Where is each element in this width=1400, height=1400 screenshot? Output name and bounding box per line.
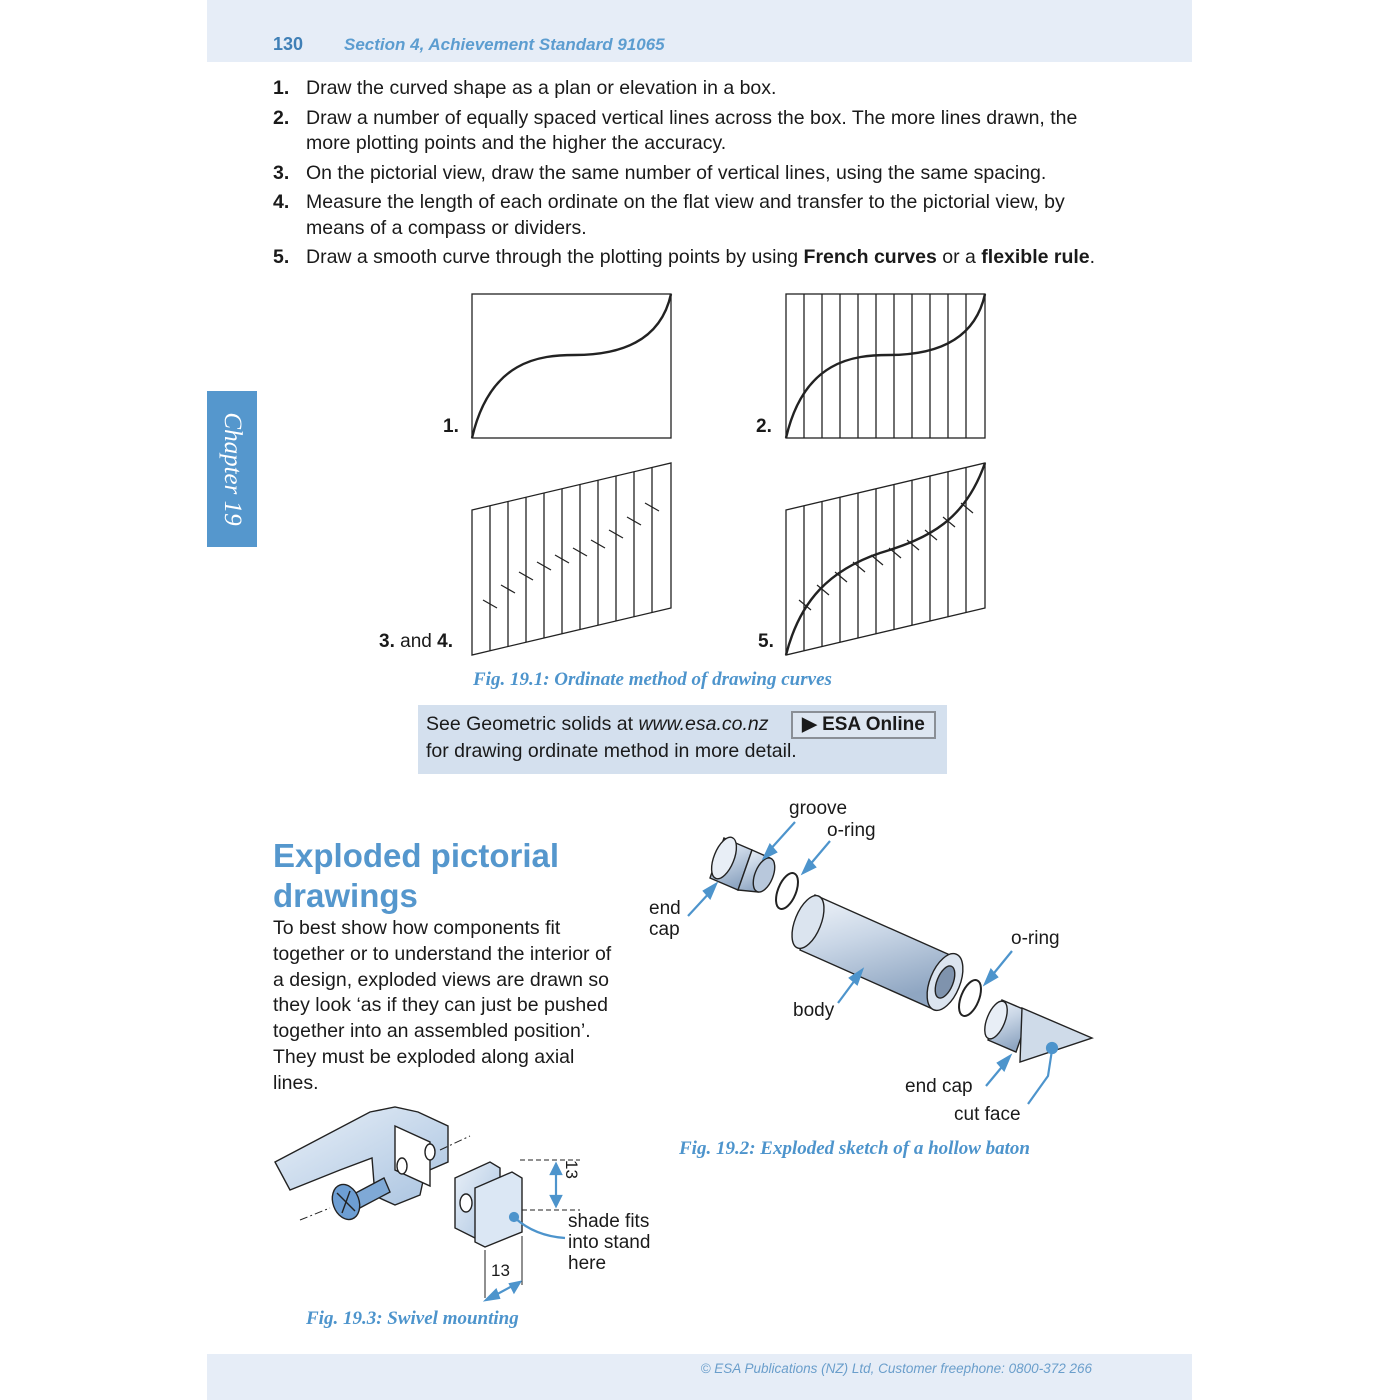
panel-label-5: 5. [758, 631, 774, 652]
panel-label-and: and [394, 631, 438, 652]
label-end-cap-right: end cap [905, 1076, 973, 1097]
heading-line-2: drawings [273, 877, 418, 914]
step-number: 2. [273, 106, 290, 129]
label-end-cap-left-2: cap [649, 919, 680, 940]
fig-19-1-caption: Fig. 19.1: Ordinate method of drawing curves [473, 669, 832, 690]
section-title: Section 4, Achievement Standard 91065 [344, 35, 665, 54]
esa-online-button[interactable]: ▶ ESA Online [791, 711, 936, 739]
step-bold-term: flexible rule [981, 246, 1090, 268]
label-groove: groove [789, 798, 848, 819]
note-line-3: here [568, 1253, 607, 1274]
fig-19-2-caption: Fig. 19.2: Exploded sketch of a hollow baton [679, 1138, 1030, 1159]
panel-label-1: 1. [443, 416, 459, 437]
label-o-ring-top: o-ring [827, 820, 876, 841]
panel-label-2: 2. [756, 416, 772, 437]
step-number: 3. [273, 161, 290, 184]
panel-label-3: 3. [379, 631, 395, 652]
heading-line-1: Exploded pictorial [273, 837, 560, 874]
dimension-vertical: 13 [562, 1160, 581, 1179]
step-text: On the pictorial view, draw the same number of vertical lines, using the same spacing. [306, 161, 1047, 184]
label-cut-face: cut face [954, 1104, 1021, 1125]
dimension-horizontal: 13 [491, 1261, 510, 1280]
step-text: or a [936, 246, 982, 268]
label-body: body [793, 1000, 835, 1021]
label-o-ring-right: o-ring [1011, 928, 1060, 949]
step-text: Draw the curved shape as a plan or elevation in a box. [306, 77, 777, 99]
step-number: 5. [273, 246, 290, 268]
step-bold-term: French curves [803, 246, 937, 268]
fig-19-3-caption: Fig. 19.3: Swivel mounting [306, 1308, 519, 1329]
panel-label-4: 4. [437, 631, 453, 652]
section-body-text: To best show how components fit together or to understand the interior of a design, exploded views are drawn so they look ‘as if they can just be pushed together into an assembled position’. They must be exploded along axial lines. [273, 917, 612, 1094]
page-number: 130 [273, 34, 304, 54]
step-text: Measure the length of each ordinate on the flat view and transfer to the pictorial view, by means of a compass or dividers. [306, 191, 1065, 239]
note-line-2: into stand [568, 1232, 651, 1253]
step-number: 4. [273, 191, 290, 213]
note-line-1: shade fits [568, 1211, 650, 1232]
label-end-cap-left-1: end [649, 898, 681, 919]
footer-text: © ESA Publications (NZ) Ltd, Customer freephone: 0800-372 266 [700, 1361, 1092, 1376]
esa-url-link[interactable]: www.esa.co.nz [638, 713, 769, 735]
step-text: Draw a smooth curve through the plotting points by using [306, 246, 804, 268]
chapter-tab-label: Chapter 19 [219, 412, 246, 526]
step-text: Draw a number of equally spaced vertical lines across the box. The more lines drawn, the more plotting points and the higher the accuracy. [306, 106, 1078, 154]
step-number: 1. [273, 77, 290, 99]
step-text: . [1089, 246, 1096, 268]
info-line-2: for drawing ordinate method in more detail. [426, 740, 797, 762]
info-text: See Geometric solids at [426, 713, 639, 735]
